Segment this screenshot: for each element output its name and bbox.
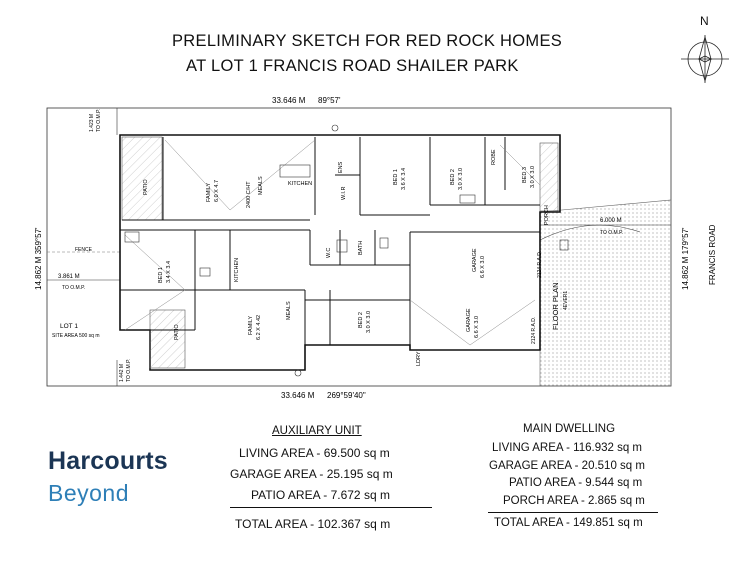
main-rule bbox=[488, 512, 658, 513]
main-garage: GARAGE AREA - 20.510 sq m bbox=[489, 460, 645, 472]
family-main-label: FAMILY bbox=[206, 182, 212, 202]
right-omp: TO O.M.P. bbox=[600, 230, 624, 236]
bed2-main-label: BED 2 bbox=[450, 169, 456, 185]
bottom-left-offset: 1.442 M bbox=[119, 363, 125, 382]
robe-label: ROBE bbox=[491, 149, 497, 165]
auxiliary-title: AUXILIARY UNIT bbox=[272, 425, 362, 437]
rad-aux: 2124 R.A.D. bbox=[531, 316, 537, 344]
bed2-aux-label: BED 2 bbox=[358, 312, 364, 328]
road-name: FRANCIS ROAD bbox=[708, 224, 717, 285]
right-side: 14.862 M 179°57' bbox=[681, 227, 690, 290]
garage-aux-label: GARAGE bbox=[466, 308, 472, 332]
main-living: LIVING AREA - 116.932 sq m bbox=[492, 442, 642, 454]
garage-main-size: 6.6 X 3.0 bbox=[480, 255, 486, 278]
floor-plan-sub: 4EVER1 bbox=[563, 290, 569, 310]
bed2-aux-size: 3.0 X 3.0 bbox=[366, 310, 372, 333]
auxiliary-garage: GARAGE AREA - 25.195 sq m bbox=[230, 467, 393, 481]
auxiliary-living: LIVING AREA - 69.500 sq m bbox=[239, 446, 390, 460]
brand-name: Harcourts bbox=[48, 447, 168, 475]
top-length: 33.646 M bbox=[272, 96, 306, 105]
floor-plan-label: FLOOR PLAN bbox=[551, 282, 560, 330]
patio-aux-label: PATIO bbox=[174, 324, 180, 340]
bed3-main-label: BED 3 bbox=[522, 167, 528, 183]
bed3-main-size: 3.0 X 3.0 bbox=[530, 165, 536, 188]
ens-label: ENS bbox=[338, 161, 344, 173]
left-side: 14.862 M 359°57' bbox=[34, 227, 43, 290]
bath-label: BATH bbox=[358, 240, 364, 255]
bed1-main-size: 3.6 X 3.4 bbox=[401, 167, 407, 190]
family-aux-size: 6.2 X 4.42 bbox=[256, 314, 262, 340]
wir-label: W.I.R bbox=[341, 186, 347, 200]
bed1-aux-label: BED 1 bbox=[158, 267, 164, 283]
bed1-main-label: BED 1 bbox=[393, 169, 399, 185]
bed2-main-size: 3.0 X 3.0 bbox=[458, 167, 464, 190]
garage-aux-size: 6.6 X 3.0 bbox=[474, 315, 480, 338]
rad-main: 2124 R.A.D. bbox=[537, 250, 543, 278]
ceiling-label: 2400 C/HT bbox=[246, 181, 252, 208]
right-omp-dist: 6.000 M bbox=[600, 218, 622, 224]
left-omp: TO O.M.P. bbox=[62, 285, 86, 291]
patio-main-label: PATIO bbox=[143, 179, 149, 195]
left-omp-dist: 3.861 M bbox=[58, 274, 80, 280]
top-bearing: 89°57' bbox=[318, 96, 341, 105]
main-patio: PATIO AREA - 9.544 sq m bbox=[509, 477, 643, 489]
kitchen-aux-label: KITCHEN bbox=[234, 257, 240, 282]
top-left-offset: 1.423 M bbox=[89, 113, 95, 132]
main-dwelling-title: MAIN DWELLING bbox=[523, 423, 616, 435]
title-line-2: AT LOT 1 FRANCIS ROAD SHAILER PARK bbox=[186, 57, 519, 75]
family-main-size: 6.0 X 4.7 bbox=[214, 179, 220, 202]
family-aux-label: FAMILY bbox=[248, 315, 254, 335]
brand-sub: Beyond bbox=[48, 480, 130, 506]
auxiliary-patio: PATIO AREA - 7.672 sq m bbox=[251, 488, 390, 502]
north-label: N bbox=[700, 14, 709, 28]
kitchen-main-label: KITCHEN bbox=[288, 181, 313, 187]
bottom-left-omp: TO O.M.P. bbox=[126, 358, 132, 382]
top-left-omp: TO O.M.P. bbox=[96, 108, 102, 132]
bottom-length: 33.646 M bbox=[281, 391, 315, 400]
bottom-bearing: 269°59'40" bbox=[327, 391, 366, 400]
title-line-1: PRELIMINARY SKETCH FOR RED ROCK HOMES bbox=[172, 32, 563, 50]
porch-label: PORCH bbox=[544, 205, 550, 225]
main-porch: PORCH AREA - 2.865 sq m bbox=[503, 495, 645, 507]
main-total: TOTAL AREA - 149.851 sq m bbox=[494, 517, 643, 529]
bed1-aux-size: 3.4 X 3.4 bbox=[166, 260, 172, 283]
lot-label: LOT 1 bbox=[60, 323, 78, 330]
wc-label: W.C bbox=[326, 247, 332, 258]
fence-label: FENCE bbox=[75, 247, 92, 253]
ldry-label: LDRY bbox=[416, 351, 422, 366]
garage-main-label: GARAGE bbox=[472, 248, 478, 272]
site-area: SITE AREA 500 sq m bbox=[52, 333, 100, 339]
meals-main-label: MEALS bbox=[258, 176, 264, 195]
auxiliary-total: TOTAL AREA - 102.367 sq m bbox=[235, 517, 391, 531]
meals-aux-label: MEALS bbox=[286, 301, 292, 320]
auxiliary-rule bbox=[230, 507, 432, 508]
